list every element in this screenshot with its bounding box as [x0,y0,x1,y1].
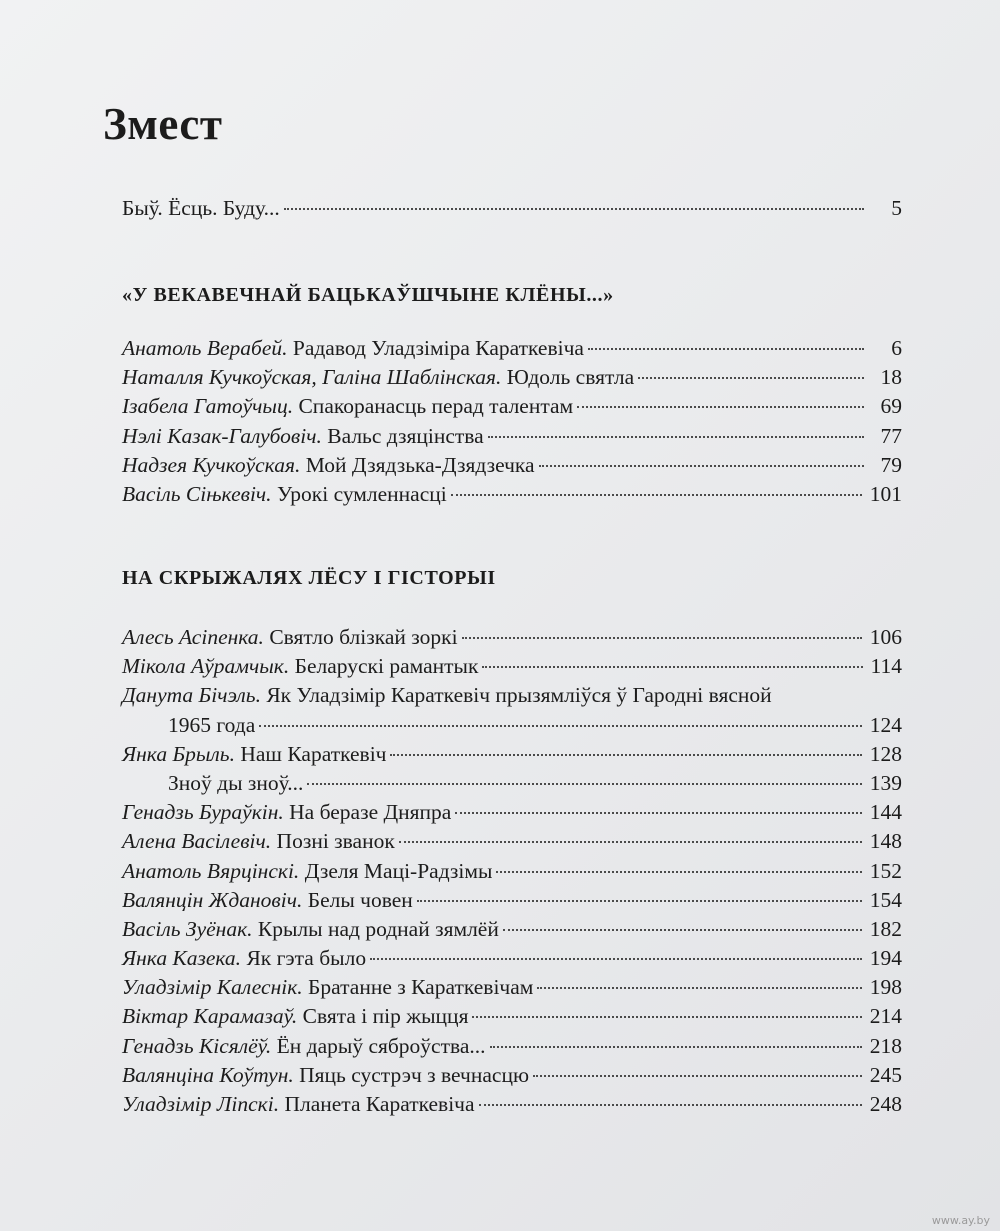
leader-dots [462,637,862,639]
entry-author: Ізабела Гатоўчыц. [122,394,294,419]
entry-title: На беразе Дняпра [289,800,452,825]
section-heading: «У ВЕКАВЕЧНАЙ БАЦЬКАЎШЧЫНЕ КЛЁНЫ...» [122,284,614,306]
entry-title: Радавод Уладзіміра Караткевіча [292,336,584,360]
page-number: 245 [869,1062,902,1087]
toc-row [122,623,902,652]
entry-title: Позні званок [276,829,395,854]
entry-title: Белы човен [307,887,413,912]
toc-row [122,944,902,973]
entry-author: Уладзімір Калеснік. [122,975,303,1000]
toc-row [122,740,902,769]
entry-title-continuation: 1965 года [168,712,256,737]
leader-dots [577,406,864,408]
entry-author: Генадзь Кісялёў. [122,1033,272,1058]
toc-row [122,652,902,681]
leader-dots [503,929,862,931]
toc-row [122,769,902,798]
toc-row [122,681,902,710]
entry-author: Васіль Зуёнак. [122,916,253,941]
leader-dots [417,900,862,902]
leader-dots [496,871,861,873]
leader-dots [472,1016,861,1018]
entry-title: Як Уладзімір Караткевіч прызямліўся ў Гародні вясной [266,683,772,708]
page-number: 124 [869,712,902,737]
page-number: 106 [869,625,902,649]
page-number: 101 [869,481,902,506]
page-number: 182 [869,916,902,941]
entry-author: Янка Брыль. [122,741,235,766]
page-number: 79 [880,452,902,477]
leader-dots [638,377,864,379]
entry-author: Валянцін Ждановіч. [122,887,303,912]
intro-entry [122,194,902,223]
entry-author: Данута Бічэль. [122,683,261,708]
toc-row [122,886,902,915]
section-entries [122,623,902,1119]
entry-title: Мой Дзядзька-Дзядзечка [305,452,535,477]
entry-author: Анатоль Вярцінскі. [122,858,300,883]
page-number: 144 [869,800,902,825]
entry-author: Мікола Аўрамчык. [122,654,290,679]
leader-dots [399,841,862,843]
toc-row [122,392,902,421]
page-number: 218 [869,1033,902,1058]
entry-title: Ён дарыў сяброўства... [276,1033,486,1058]
toc-row [122,915,902,944]
page-number: 18 [880,365,902,390]
toc-row [122,973,902,1002]
toc-row [122,480,902,509]
entry-title: Спакоранасць перад талентам [298,394,574,419]
toc-row-continuation [122,711,902,740]
entry-title: Дзеля Маці-Радзімы [304,858,493,883]
watermark: www.ay.by [931,1214,990,1227]
entry-title: Наш Караткевіч [240,741,387,766]
entry-title: Вальс дзяцінства [327,423,484,448]
entry-title: Урокі сумленнасці [276,481,447,506]
entry-title: Зноў ды зноў... [168,770,304,795]
entry-author: Янка Казека. [122,946,242,971]
entry-author: Алесь Асіпенка. [122,625,264,649]
toc-row [122,1002,902,1031]
entry-author: Надзея Кучкоўская. [122,452,301,477]
page-number: 248 [869,1092,902,1116]
toc-row [122,1061,902,1090]
page-number: 214 [869,1004,902,1029]
page-number: 154 [869,887,902,912]
entry-title: Святло блізкай зоркі [269,625,458,649]
entry-title: Планета Караткевіча [284,1092,475,1116]
leader-dots [259,725,861,727]
section-entries [122,334,902,509]
page-number: 148 [869,829,902,854]
entry-title: Беларускі рамантык [294,654,479,679]
entry-title: Быў. Ёсць. Буду... [122,196,280,220]
page-number: 5 [891,196,902,220]
leader-dots [533,1075,862,1077]
section-heading: НА СКРЫЖАЛЯХ ЛЁСУ І ГІСТОРЫІ [122,567,496,589]
toc-row [122,194,902,223]
leader-dots [490,1046,862,1048]
page-number: 69 [880,394,902,419]
page-number: 128 [869,741,902,766]
leader-dots [455,812,861,814]
leader-dots [488,436,864,438]
page-title: Змест [103,99,223,149]
leader-dots [307,783,861,785]
entry-author: Генадзь Бураўкін. [122,800,284,825]
leader-dots [588,348,864,350]
page-number: 114 [870,654,902,679]
page-number: 139 [869,770,902,795]
entry-title: Юдоль святла [506,365,635,390]
page-number: 6 [891,336,902,360]
leader-dots [390,754,861,756]
toc-row [122,363,902,392]
entry-author: Наталля Кучкоўская, Галіна Шаблінская. [122,365,502,390]
entry-title: Свята і пір жыцця [302,1004,469,1029]
entry-title: Як гэта было [246,946,367,971]
entry-author: Валянціна Коўтун. [122,1062,294,1087]
toc-row [122,334,902,363]
toc-row [122,1032,902,1061]
entry-title: Братанне з Караткевічам [308,975,534,1000]
toc-row [122,422,902,451]
entry-author: Віктар Карамазаў. [122,1004,298,1029]
entry-author: Васіль Сіњкевіч. [122,481,272,506]
page-number: 152 [869,858,902,883]
toc-row [122,451,902,480]
toc-row [122,857,902,886]
entry-author: Анатоль Верабей. [122,336,288,360]
leader-dots [537,987,861,989]
page-number: 198 [869,975,902,1000]
toc-row [122,1090,902,1119]
entry-title: Пяць сустрэч з вечнасцю [299,1062,530,1087]
entry-author: Алена Васілевіч. [122,829,272,854]
leader-dots [284,208,864,210]
toc-row [122,798,902,827]
entry-author: Уладзімір Ліпскі. [122,1092,280,1116]
page-number: 194 [869,946,902,971]
leader-dots [479,1104,862,1106]
leader-dots [370,958,862,960]
entry-author: Нэлі Казак-Галубовіч. [122,423,322,448]
leader-dots [539,465,864,467]
toc-row [122,827,902,856]
leader-dots [451,494,862,496]
leader-dots [482,666,862,668]
entry-title: Крылы над роднай зямлёй [257,916,499,941]
page-number: 77 [880,423,902,448]
